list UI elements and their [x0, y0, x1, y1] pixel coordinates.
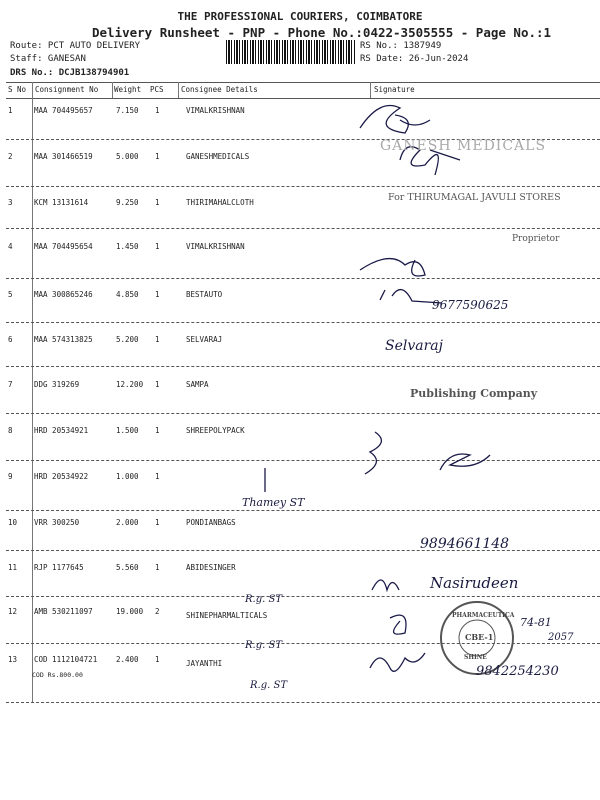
company-name: THE PROFESSIONAL COURIERS, COIMBATORE — [177, 10, 423, 23]
signature-row-8 — [365, 432, 490, 474]
row-consignee: GANESHMEDICALS — [186, 152, 250, 161]
row-consignment: DDG 319269 — [34, 380, 80, 389]
row12-street2: R.g. ST — [245, 640, 282, 651]
drs-number: DRS No.: DCJB138794901 — [10, 68, 130, 78]
row-sno: 6 — [8, 335, 13, 344]
row-consignment: VRR 300250 — [34, 518, 80, 527]
row-weight: 2.400 — [116, 655, 139, 664]
pharmacy-stamp-mid: CBE-1 — [465, 632, 494, 642]
row-consignment: MAA 704495654 — [34, 242, 93, 251]
row-weight: 19.000 — [116, 607, 144, 616]
row-consignee: JAYANTHI — [186, 659, 223, 668]
signature-row-13 — [370, 653, 425, 671]
row12-right2: 2057 — [548, 632, 574, 643]
row-pcs: 1 — [155, 655, 160, 664]
row-sno: 9 — [8, 472, 13, 481]
row-weight: 5.560 — [116, 563, 139, 572]
row-consignee: VIMALKRISHNAN — [186, 242, 245, 251]
col-consignee: Consignee Details — [181, 85, 258, 94]
row-sno: 7 — [8, 380, 13, 389]
row-consignment: RJP 1177645 — [34, 563, 84, 572]
row-sno: 11 — [8, 563, 18, 572]
signature-row-11 — [372, 580, 399, 590]
rs-date: RS Date: 26-Jun-2024 — [360, 54, 469, 64]
row-weight: 1.450 — [116, 242, 139, 251]
row12-right: 74-81 — [520, 616, 552, 629]
staff: Staff: GANESAN — [10, 54, 86, 64]
row-weight: 12.200 — [116, 380, 144, 389]
signature-row-1 — [360, 106, 430, 134]
row-consignment: AMB 530211097 — [34, 607, 93, 616]
row-sno: 3 — [8, 198, 13, 207]
rs-number: RS No.: 1387949 — [360, 41, 442, 51]
row-weight: 1.000 — [116, 472, 139, 481]
pharmacy-stamp-bot: SHINE — [464, 654, 487, 661]
row-pcs: 1 — [155, 242, 160, 251]
row-sno: 1 — [8, 106, 13, 115]
row-weight: 5.200 — [116, 335, 139, 344]
row-weight: 7.150 — [116, 106, 139, 115]
row11-name: Nasirudeen — [430, 574, 519, 592]
cod-note: COD Rs.800.00 — [32, 671, 83, 679]
row-consignment: HRD 20534921 — [34, 426, 89, 435]
row-consignee: PONDIANBAGS — [186, 518, 236, 527]
row-consignee: THIRIMAHALCLOTH — [186, 198, 254, 207]
row-consignment: MAA 704495657 — [34, 106, 93, 115]
row-sno: 13 — [8, 655, 18, 664]
row-consignee: SAMPA — [186, 380, 209, 389]
row5-phone: 9677590625 — [432, 298, 509, 312]
row-consignee: SHREEPOLYPACK — [186, 426, 245, 435]
row4-stamp: Proprietor — [512, 234, 560, 244]
col-weight: Weight — [114, 85, 142, 94]
row6-name: Selvaraj — [385, 338, 443, 354]
row12-street: R.g. ST — [245, 594, 282, 605]
row-sno: 5 — [8, 290, 13, 299]
row-consignee: ABIDESINGER — [186, 563, 236, 572]
row-consignment: COD 1112104721 — [34, 655, 98, 664]
signature-row-12 — [390, 615, 406, 634]
row13-phone: 9842254230 — [476, 664, 559, 679]
row-pcs: 1 — [155, 198, 160, 207]
row-consignment: MAA 300865246 — [34, 290, 93, 299]
row-pcs: 1 — [155, 106, 160, 115]
row-weight: 9.250 — [116, 198, 139, 207]
col-signature: Signature — [374, 85, 415, 94]
row-consignee: VIMALKRISHNAN — [186, 106, 245, 115]
row-consignee: BESTAUTO — [186, 290, 223, 299]
row-pcs: 1 — [155, 518, 160, 527]
row-sno: 4 — [8, 242, 13, 251]
row-pcs: 1 — [155, 152, 160, 161]
route: Route: PCT AUTO DELIVERY — [10, 41, 141, 51]
row-weight: 1.500 — [116, 426, 139, 435]
row-weight: 4.850 — [116, 290, 139, 299]
row-pcs: 1 — [155, 335, 160, 344]
row13-street: R.g. ST — [250, 680, 287, 691]
row-sno: 12 — [8, 607, 18, 616]
row9-street: Thamey ST — [242, 496, 305, 509]
row-consignee: SELVARAJ — [186, 335, 223, 344]
row-pcs: 1 — [155, 426, 160, 435]
row-consignment: MAA 301466519 — [34, 152, 93, 161]
col-pcs: PCS — [150, 85, 164, 94]
runsheet-title: Delivery Runsheet - PNP - Phone No.:0422-3505555 - Page No.:1 — [92, 25, 552, 40]
row2-stamp: GANESH MEDICALS — [380, 138, 547, 154]
row-pcs: 1 — [155, 472, 160, 481]
row-consignment: MAA 574313825 — [34, 335, 93, 344]
row-pcs: 1 — [155, 380, 160, 389]
row3-stamp: For THIRUMAGAL JAVULI STORES — [388, 192, 561, 203]
row-consignment: KCM 13131614 — [34, 198, 89, 207]
col-consignment: Consignment No — [35, 85, 99, 94]
row-pcs: 1 — [155, 563, 160, 572]
row-sno: 10 — [8, 518, 18, 527]
row-consignee: SHINEPHARMALTICALS — [186, 611, 268, 620]
pharmacy-stamp-top: PHARMACEUTICA — [452, 612, 515, 619]
row7-stamp: Publishing Company — [410, 387, 538, 400]
row-weight: 5.000 — [116, 152, 139, 161]
row-sno: 2 — [8, 152, 13, 161]
row-weight: 2.000 — [116, 518, 139, 527]
row-sno: 8 — [8, 426, 13, 435]
col-sno: S No — [8, 85, 27, 94]
row-consignment: HRD 20534922 — [34, 472, 89, 481]
row10-phone: 9894661148 — [420, 536, 510, 552]
row-pcs: 1 — [155, 290, 160, 299]
signature-row-4 — [360, 259, 425, 276]
row-pcs: 2 — [155, 607, 160, 616]
